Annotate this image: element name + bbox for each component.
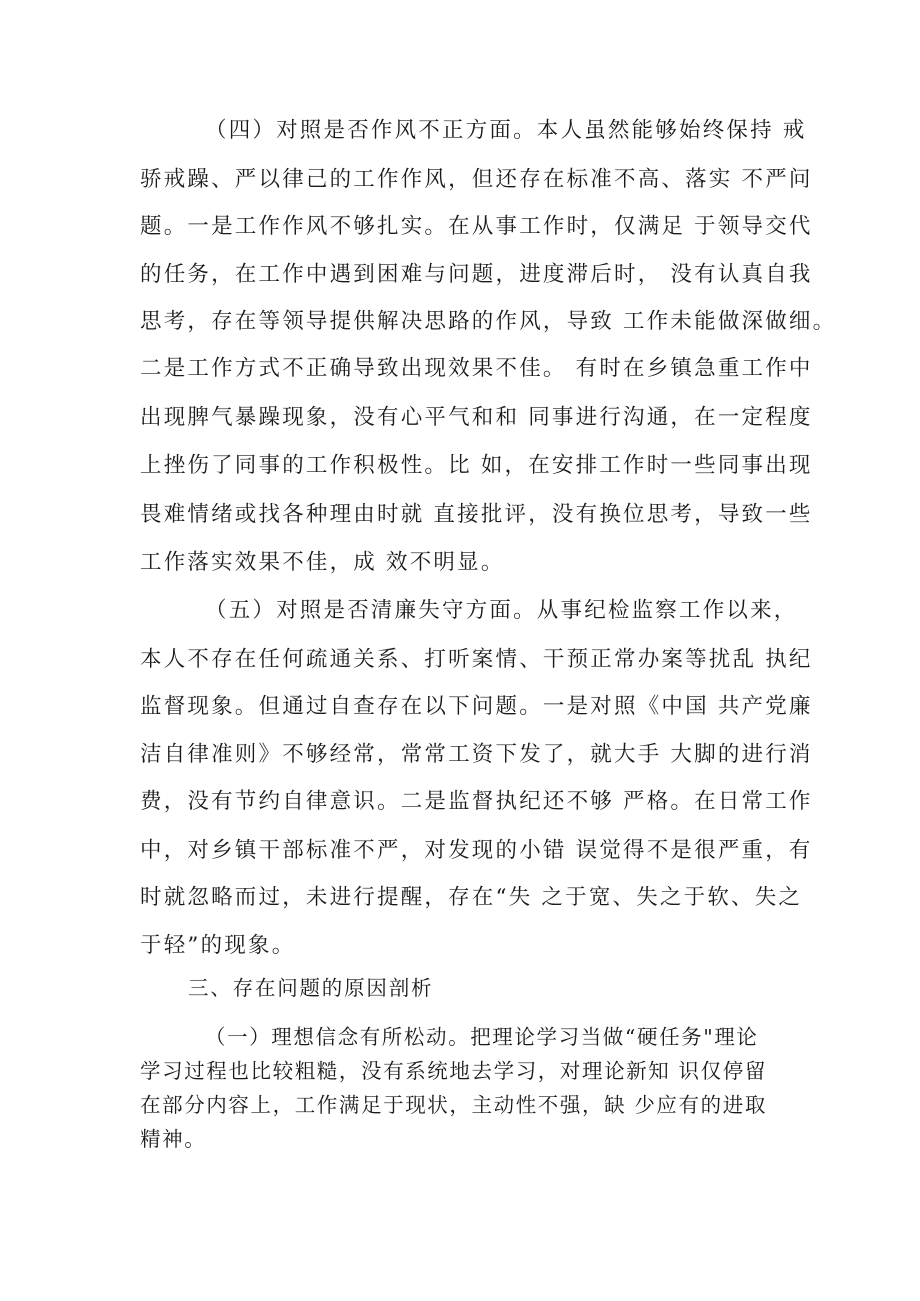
text-line: 洁自律准则》不够经常，常常工资下发了，就大手 大脚的进行消 <box>140 742 813 767</box>
text-line: 的任务，在工作中遇到困难与问题，进度滞后时， 没有认真自我 <box>140 262 813 287</box>
text-line: 题。一是工作作风不够扎实。在从事工作时，仅满足 于领导交代 <box>140 214 813 239</box>
text-line: （五）对照是否清廉失守方面。从事纪检监察工作以来， <box>205 598 798 623</box>
text-line: （四）对照是否作风不正方面。本人虽然能够始终保持 戒 <box>205 118 807 143</box>
section-heading: 三、存在问题的原因剖析 <box>188 976 434 1000</box>
text-line: 本人不存在任何疏通关系、打听案情、干预正常办案等扰乱 执纪 <box>140 647 813 672</box>
text-line: 畏难情绪或找各种理由时就 直接批评，没有换位思考，导致一些 <box>140 502 813 527</box>
text-line: 工作落实效果不佳，成 效不明显。 <box>140 550 505 575</box>
text-line: 费，没有节约自律意识。二是监督执纪还不够 严格。在日常工作 <box>140 789 813 814</box>
text-line: 二是工作方式不正确导致出现效果不佳。 有时在乡镇急重工作中 <box>140 356 813 381</box>
text-line: （一）理想信念有所松动。把理论学习当做“硬任务"理论 <box>205 1025 759 1049</box>
text-line: 监督现象。但通过自查存在以下问题。一是对照《中国 共产党廉 <box>140 694 813 719</box>
text-line: 中，对乡镇干部标准不严，对发现的小错 误觉得不是很严重，有 <box>140 838 813 863</box>
text-line: 在部分内容上，工作满足于现状，主动性不强，缺 少应有的进取 <box>140 1093 767 1117</box>
text-line: 思考，存在等领导提供解决思路的作风，导致 工作未能做深做细。 <box>140 309 837 334</box>
text-line: 骄戒躁、严以律己的工作作风，但还存在标准不高、落实 不严问 <box>140 167 813 192</box>
text-line: 时就忽略而过，未进行提醒，存在“失 之于宽、失之于软、失之 <box>140 885 803 910</box>
text-line: 于轻”的现象。 <box>140 933 296 958</box>
text-line: 学习过程也比较粗糙，没有系统地去学习，对理论新知 识仅停留 <box>140 1059 767 1083</box>
text-line: 出现脾气暴躁现象，没有心平气和和 同事进行沟通，在一定程度 <box>140 405 813 430</box>
text-line: 上挫伤了同事的工作积极性。比 如，在安排工作时一些同事出现 <box>140 453 813 478</box>
text-line: 精神。 <box>140 1127 207 1151</box>
